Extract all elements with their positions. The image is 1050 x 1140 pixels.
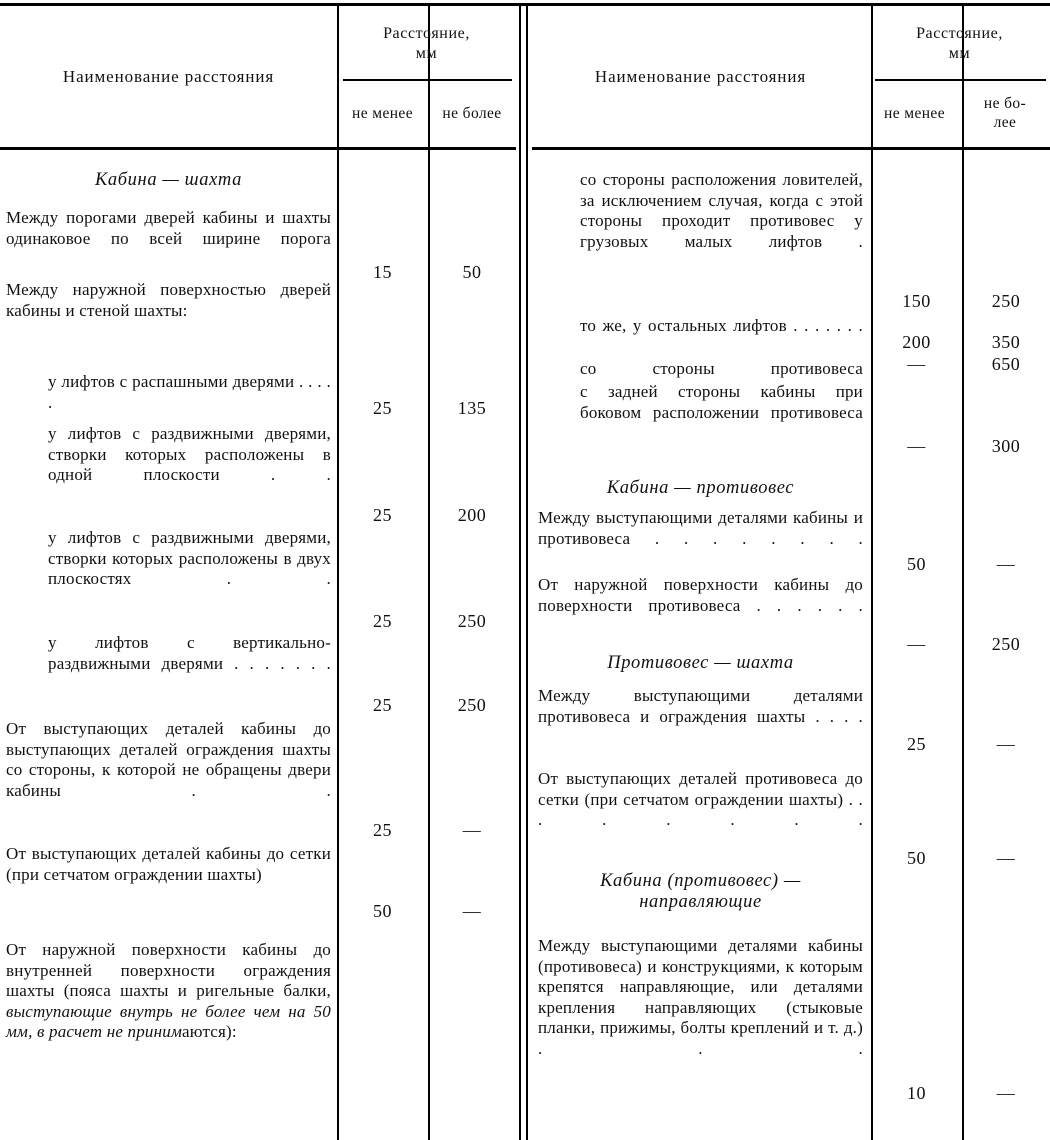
entry-text: От выступающих деталей кабины до выступающих деталей ограждения шахты со стороны, к которой не обращены двери кабины . .: [6, 719, 331, 800]
header-max-line2-right: лее: [993, 114, 1017, 131]
entry-razdvizhnye-odna-ploskost: [6, 424, 331, 486]
section-title-line1: Кабина (противовес) —: [600, 871, 801, 891]
value-min: 25: [373, 611, 392, 631]
header-cell-name-left: [0, 6, 337, 147]
value-min: 50: [907, 554, 926, 574]
entry-detali-kabiny-protivovesa: [538, 508, 863, 549]
value-max: 350: [991, 332, 1021, 352]
value-max: —: [996, 1083, 1016, 1103]
value-max: 135: [457, 398, 487, 418]
entry-text-part1: От наружной поверхности кабины до внутренней поверхности ограждения шахты (пояса шахты и ригельные балки,: [6, 940, 331, 1000]
entry-text: [6, 940, 331, 1043]
text-column-right: [532, 156, 869, 1140]
header-label-min-right: не менее: [884, 104, 945, 122]
value-min: 25: [373, 695, 392, 715]
table-half-right: [532, 6, 1050, 1140]
section-title-kabina-protivoves: [538, 478, 863, 499]
value-max: 200: [457, 505, 487, 525]
text-column-left: [0, 156, 337, 1140]
value-max: 250: [991, 634, 1021, 654]
value-column-min-left: [337, 156, 428, 1140]
value-min: 25: [907, 734, 926, 754]
entry-razdvizhnye-dve-ploskosti: [6, 528, 331, 590]
value-min: 10: [907, 1083, 926, 1103]
entry-text: у лифтов с раздвижными дверями, створки которых расположены в двух плоскостях . .: [48, 528, 331, 588]
value-min: —: [907, 436, 926, 456]
entry-text: то же, у остальных лифтов . . . . . . .: [580, 316, 863, 335]
entry-so-storony-protivovesa: [538, 359, 863, 380]
header-label-name-left: Наименование расстояния: [62, 66, 275, 86]
value-min: 25: [373, 398, 392, 418]
entry-text: Между выступающими деталями кабины и противовеса . . . . . . . .: [538, 508, 863, 548]
entry-vystupayushchie-detali-shahty: [6, 719, 331, 801]
entry-raspashnye-dveri: [6, 372, 331, 413]
entry-text: у лифтов с распашными дверями . . . . .: [48, 372, 331, 412]
value-min: —: [907, 634, 926, 654]
value-max: —: [996, 734, 1016, 754]
value-max: —: [996, 554, 1016, 574]
header-label-distance-left: [337, 24, 516, 64]
value-min: 50: [907, 848, 926, 868]
entry-vertikalno-razdvizhnye: [6, 633, 331, 674]
entry-detali-kabiny-konstrukcii: [538, 936, 863, 1059]
entry-text: Между порогами дверей кабины и шахты одинаковое по всей ширине порога: [6, 208, 331, 248]
value-max: 250: [991, 291, 1021, 311]
value-max: 250: [457, 695, 487, 715]
value-max: 250: [457, 611, 487, 631]
value-min: —: [907, 354, 926, 374]
value-max: 650: [991, 354, 1021, 374]
header-distance-line1-right: Расстояние,: [916, 25, 1003, 42]
entry-text-part2: аются):: [182, 1022, 237, 1041]
value-min: 15: [373, 262, 392, 282]
section-title-text: Кабина — шахта: [95, 170, 242, 190]
value-min: 25: [373, 505, 392, 525]
entry-text: у лифтов с раздвижными дверями, створки которых расположены в одной плоскости . .: [48, 424, 331, 484]
section-title-protivoves-shahta: [538, 653, 863, 674]
value-min: 25: [373, 820, 392, 840]
header-label-name-right: Наименование расстояния: [594, 66, 807, 86]
section-title-text: Противовес — шахта: [607, 653, 794, 673]
value-min: 150: [902, 291, 931, 311]
center-divider-outer: [519, 6, 521, 1140]
entry-text-italic: выступающие внутрь не более чем на 50 мм, в расчет не приним: [6, 1001, 331, 1041]
header-subrow-right: [869, 81, 1050, 147]
header-label-min-left: не менее: [352, 104, 413, 122]
entry-vnutrennyaya-poverhnost: [6, 940, 331, 1043]
section-title-kabina-napravlyayushchie: [538, 871, 863, 913]
header-subrow-left: [337, 81, 516, 147]
entry-text: Между наружной поверхностью дверей кабины и стеной шахты:: [6, 280, 331, 320]
table-half-left: [0, 6, 516, 1140]
entry-naruzh-poverhnost-protivovesa: [538, 575, 863, 616]
value-column-min-right: [871, 156, 962, 1140]
header-label-max-right: [960, 81, 1050, 147]
entry-naruzhnaya-poverhnost-intro: [6, 280, 331, 321]
value-max: 300: [991, 436, 1021, 456]
entry-text: Между выступающими деталями противовеса и ограждения шахты . . . .: [538, 686, 863, 726]
value-max: 50: [462, 262, 482, 282]
header-cell-name-right: [532, 6, 869, 147]
entry-text: От наружной поверхности кабины до поверхности противовеса . . . . . .: [538, 575, 863, 615]
section-title-kabina-shahta: [6, 170, 331, 191]
center-divider-inner: [526, 6, 528, 1140]
entry-text: Между выступающими деталями кабины (противовеса) и конструкциями, к которым крепятся направляющие, или деталями крепления направляющих (стыковые планки, прижимы, болты креплений и т. д.) . . .: [538, 936, 863, 1058]
header-distance-line2-left: мм: [415, 45, 438, 62]
entry-text: со стороны противовеса: [580, 359, 863, 378]
value-min: 200: [902, 332, 931, 352]
table-body-right: [532, 156, 1050, 1140]
entry-to-zhe-ostalnye-lifty: [538, 316, 863, 337]
header-label-max-left: не более: [442, 104, 502, 122]
header-cell-distance-right: [869, 6, 1050, 147]
entry-protivoves-do-setki: [538, 769, 863, 831]
entry-porogi-dverei: [6, 208, 331, 249]
value-column-max-right: [962, 156, 1050, 1140]
table-header-left: [0, 6, 516, 147]
table-body-left: [0, 156, 516, 1140]
value-max: —: [462, 901, 482, 921]
entry-text: у лифтов с вертикально-раздвижными дверями . . . . . . .: [48, 633, 331, 673]
header-label-distance-right: [869, 24, 1050, 64]
header-cell-distance-left: [337, 6, 516, 147]
entry-text: От выступающих деталей кабины до сетки (при сетчатом ограждении шахты): [6, 844, 331, 884]
header-distance-line2-right: мм: [948, 45, 971, 62]
value-max: —: [996, 848, 1016, 868]
value-min: 50: [373, 901, 392, 921]
entry-detali-do-setki: [6, 844, 331, 885]
section-title-line2: направляющие: [639, 892, 762, 912]
value-column-max-left: [428, 156, 516, 1140]
section-title-text: Кабина — противовес: [606, 478, 795, 498]
entry-text: со стороны расположения ловителей, за исключением случая, когда с этой стороны проходит противовес у грузовых малых лифтов .: [580, 170, 863, 251]
entry-text: с задней стороны кабины при боковом расположении противовеса: [580, 382, 863, 422]
header-max-line1-right: не бо-: [983, 95, 1027, 113]
table-header-right: [532, 6, 1050, 147]
entry-zadnyaya-storona-kabiny: [538, 382, 863, 423]
header-distance-line1-left: Расстояние,: [383, 25, 470, 42]
entry-storona-lovitelei: [538, 170, 863, 252]
entry-text: От выступающих деталей противовеса до сетки (при сетчатом ограждении шахты) . . . . . . . .: [538, 769, 863, 829]
entry-detali-protivovesa-shahty: [538, 686, 863, 727]
value-max: —: [462, 820, 482, 840]
